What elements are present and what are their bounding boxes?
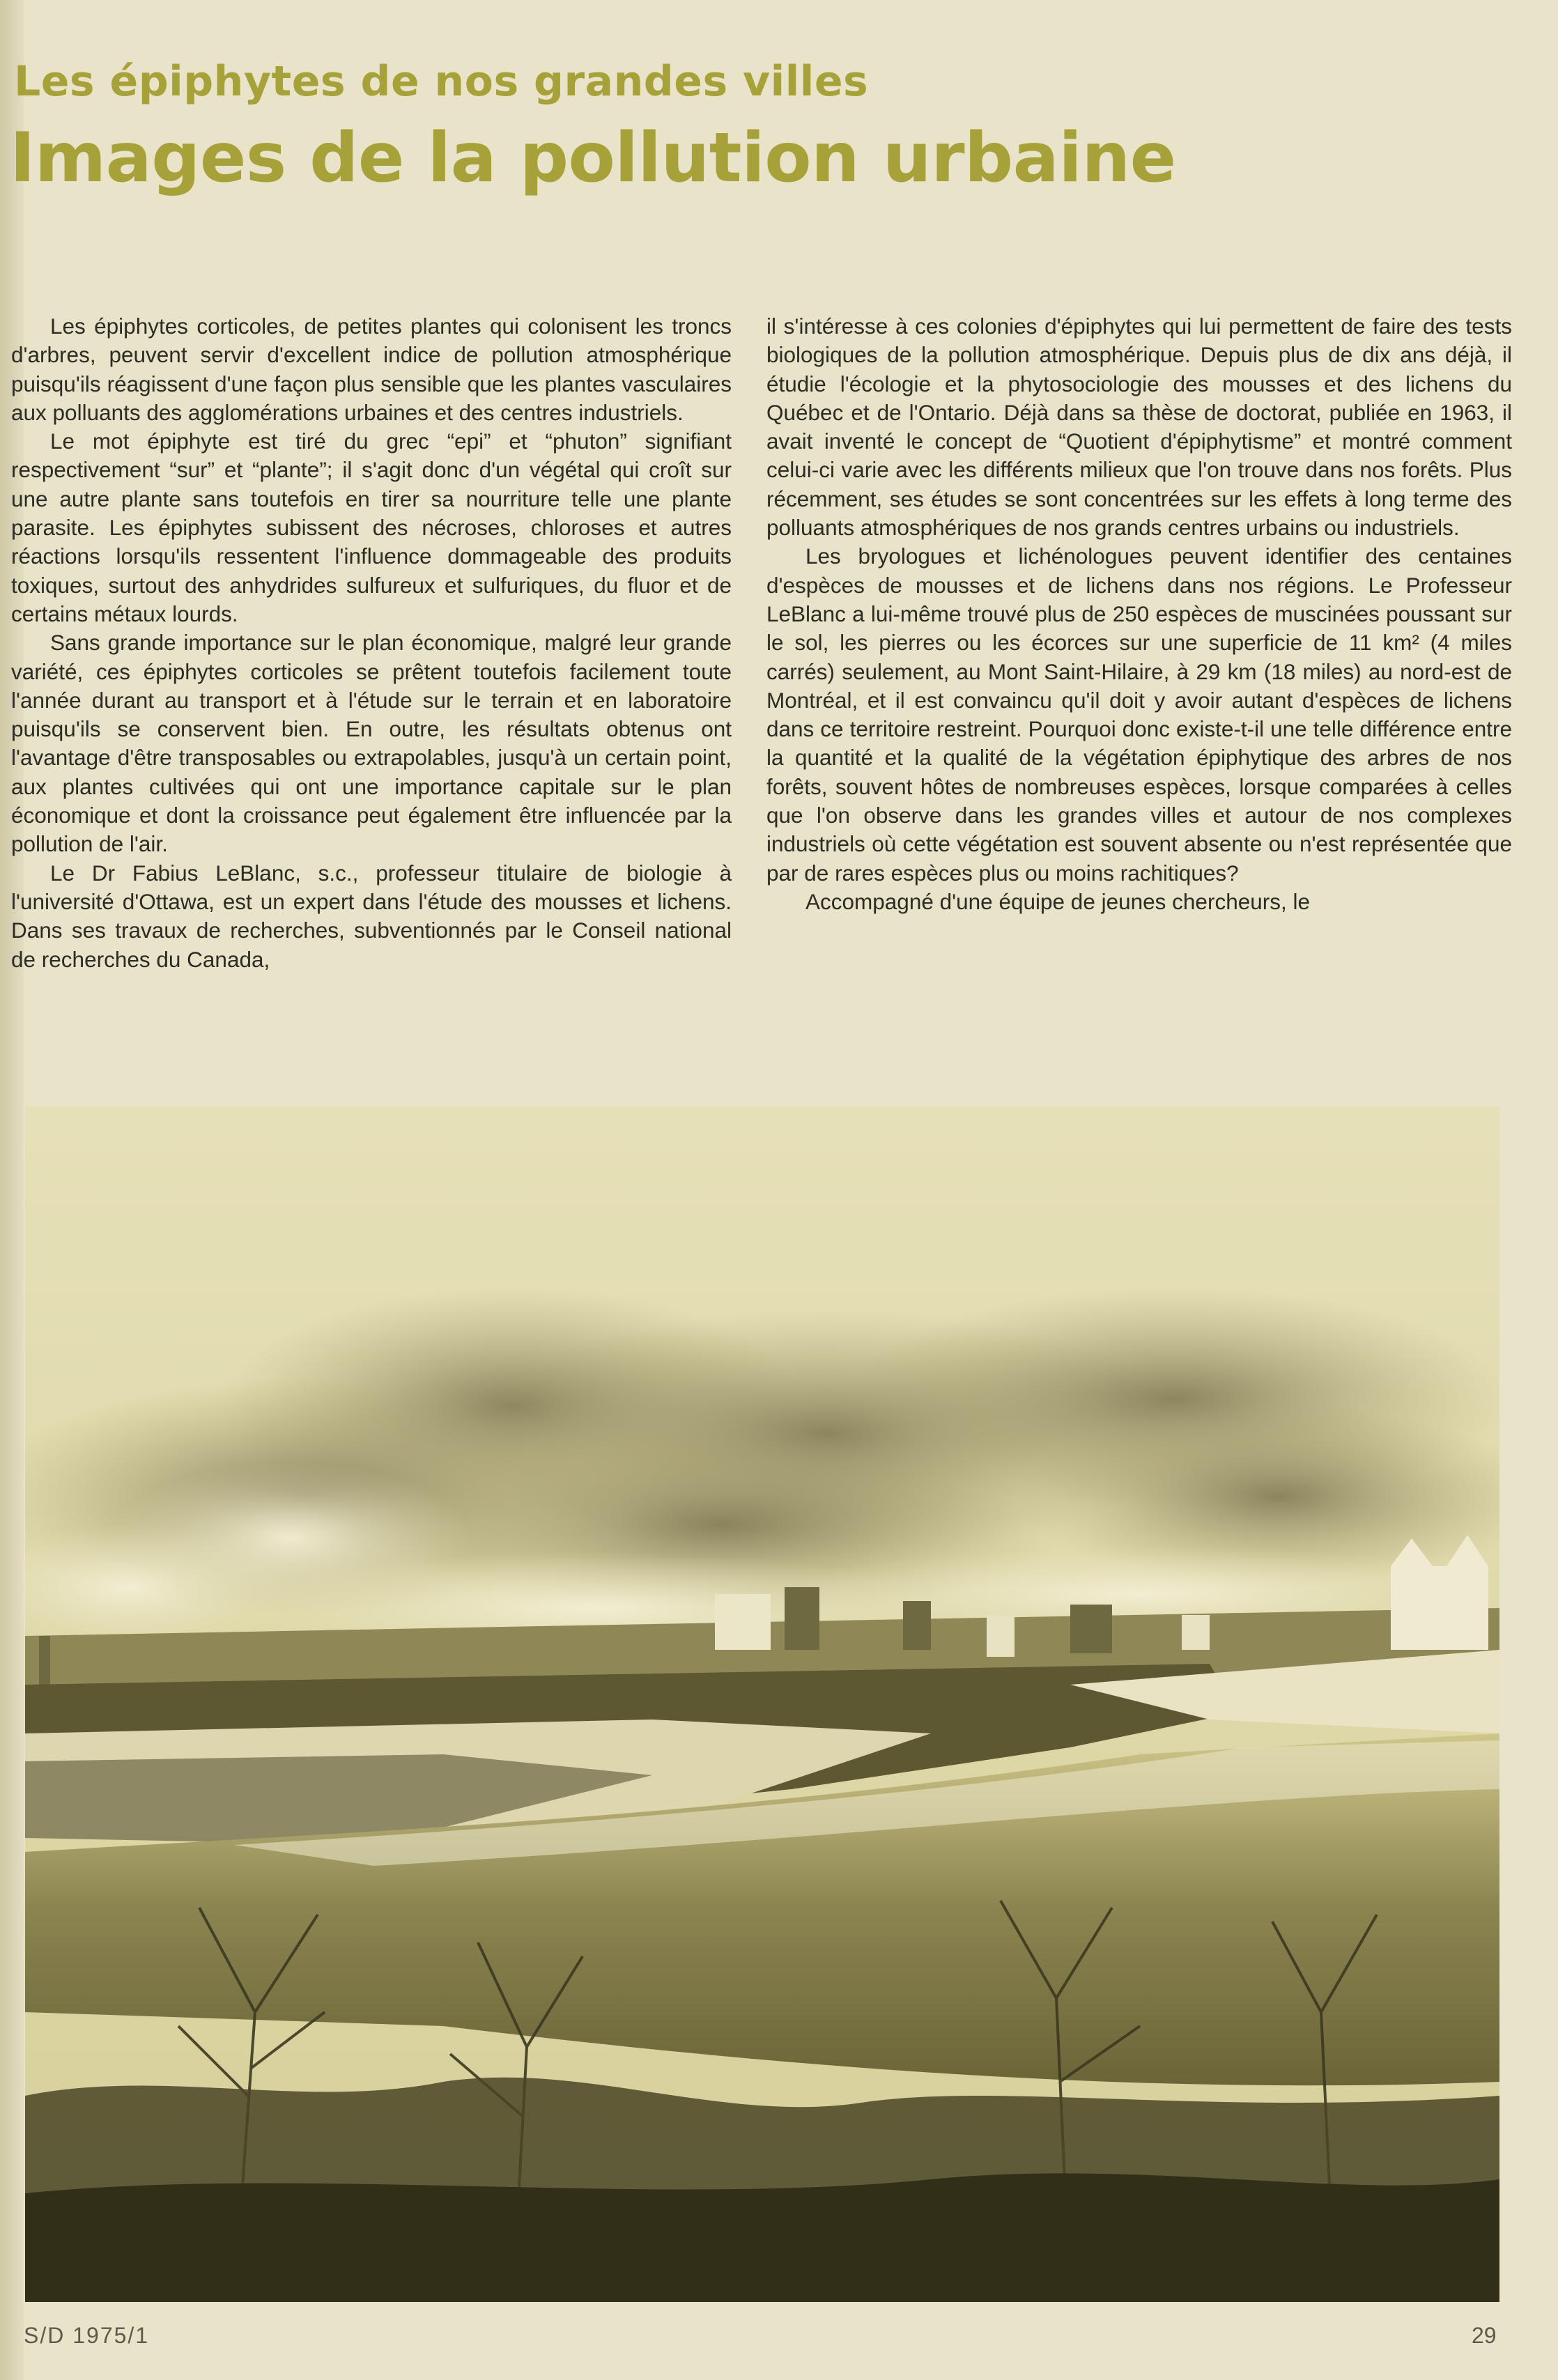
- article-kicker: Les épiphytes de nos grandes villes: [14, 57, 869, 106]
- text-column-left: [11, 312, 732, 974]
- paragraph: Le Dr Fabius LeBlanc, s.c., professeur titulaire de biologie à l'université d'Ottawa, est un expert dans l'étude des mousses et lichens. Dans ses travaux de recherches, subventionnés par le Conseil national de recherches du Canada,: [11, 860, 732, 972]
- paragraph: Les épiphytes corticoles, de petites plantes qui colonisent les troncs d'arbres, peuvent servir d'excellent indice de pollution atmosphérique puisqu'ils réagissent d'une façon plus sensible que les plantes vasculaires aux polluants des agglomérations urbaines et des centres industriels.: [11, 314, 732, 425]
- issue-label: S/D 1975/1: [24, 2323, 150, 2348]
- city-pollution-photo: [25, 1106, 1499, 2302]
- text-column-right: [766, 312, 1512, 916]
- article-title: Images de la pollution urbaine: [10, 118, 1176, 198]
- paragraph-continuation: il s'intéresse à ces colonies d'épiphytes qui lui permettent de faire des tests biologiques de la pollution atmosphérique. Depuis plus de dix ans déjà, il étudie l'écologie et la phytosociologie des mousses et des lichens du Québec et de l'Ontario. Déjà dans sa thèse de doctorat, publiée en 1963, il avait inventé le concept de “Quotient d'épiphytisme” et montré comment celui-ci varie avec les différents milieux que l'on trouve dans nos forêts. Plus récemment, ses études se sont concentrées sur les effets à long terme des polluants atmosphériques de nos grands centres urbains ou industriels.: [766, 314, 1512, 541]
- paragraph: Les bryologues et lichénologues peuvent identifier des centaines d'espèces de mousses et de lichens dans nos régions. Le Professeur LeBlanc a lui-même trouvé plus de 250 espèces de muscinées poussant sur le sol, les pierres ou les écorces sur une superficie de 11 km² (4 miles carrés) seulement, au Mont Saint-Hilaire, à 29 km (18 miles) au nord-est de Montréal, et il est convaincu qu'il doit y avoir autant d'espèces de lichens dans ce territoire restreint. Pourquoi donc existe-t-il une telle différence entre la quantité et la qualité de la végétation épiphytique des arbres de nos forêts, souvent hôtes de nombreuses espèces, lorsque comparées à celles que l'on observe dans les grandes villes et autour de nos complexes industriels où cette végétation est souvent absente ou n'est représentée que par de rares espèces plus ou moins rachitiques?: [766, 543, 1512, 886]
- paragraph: Sans grande importance sur le plan économique, malgré leur grande variété, ces épiphytes corticoles se prêtent toutefois facilement toute l'année durant au transport et à l'étude sur le terrain et en laboratoire puisqu'ils se conservent bien. En outre, les résultats obtenus ont l'avantage d'être transposables ou extrapolables, jusqu'à un certain point, aux plantes cultivées qui ont une importance capitale sur le plan économique et dont la croissance peut également être influencée par la pollution de l'air.: [11, 630, 732, 857]
- paragraph: Le mot épiphyte est tiré du grec “epi” et “phuton” signifiant respectivement “sur” et “plante”; il s'agit donc d'un végétal qui croît sur une autre plante sans toutefois en tirer sa nourriture telle une plante parasite. Les épiphytes subissent des nécroses, chloroses et autres réactions lorsqu'ils ressentent l'influence dommageable des produits toxiques, surtout des anhydrides sulfureux et sulfuriques, du fluor et de certains métaux lourds.: [11, 428, 732, 626]
- page-number: 29: [1472, 2323, 1497, 2348]
- paragraph: Accompagné d'une équipe de jeunes chercheurs, le: [805, 888, 1311, 914]
